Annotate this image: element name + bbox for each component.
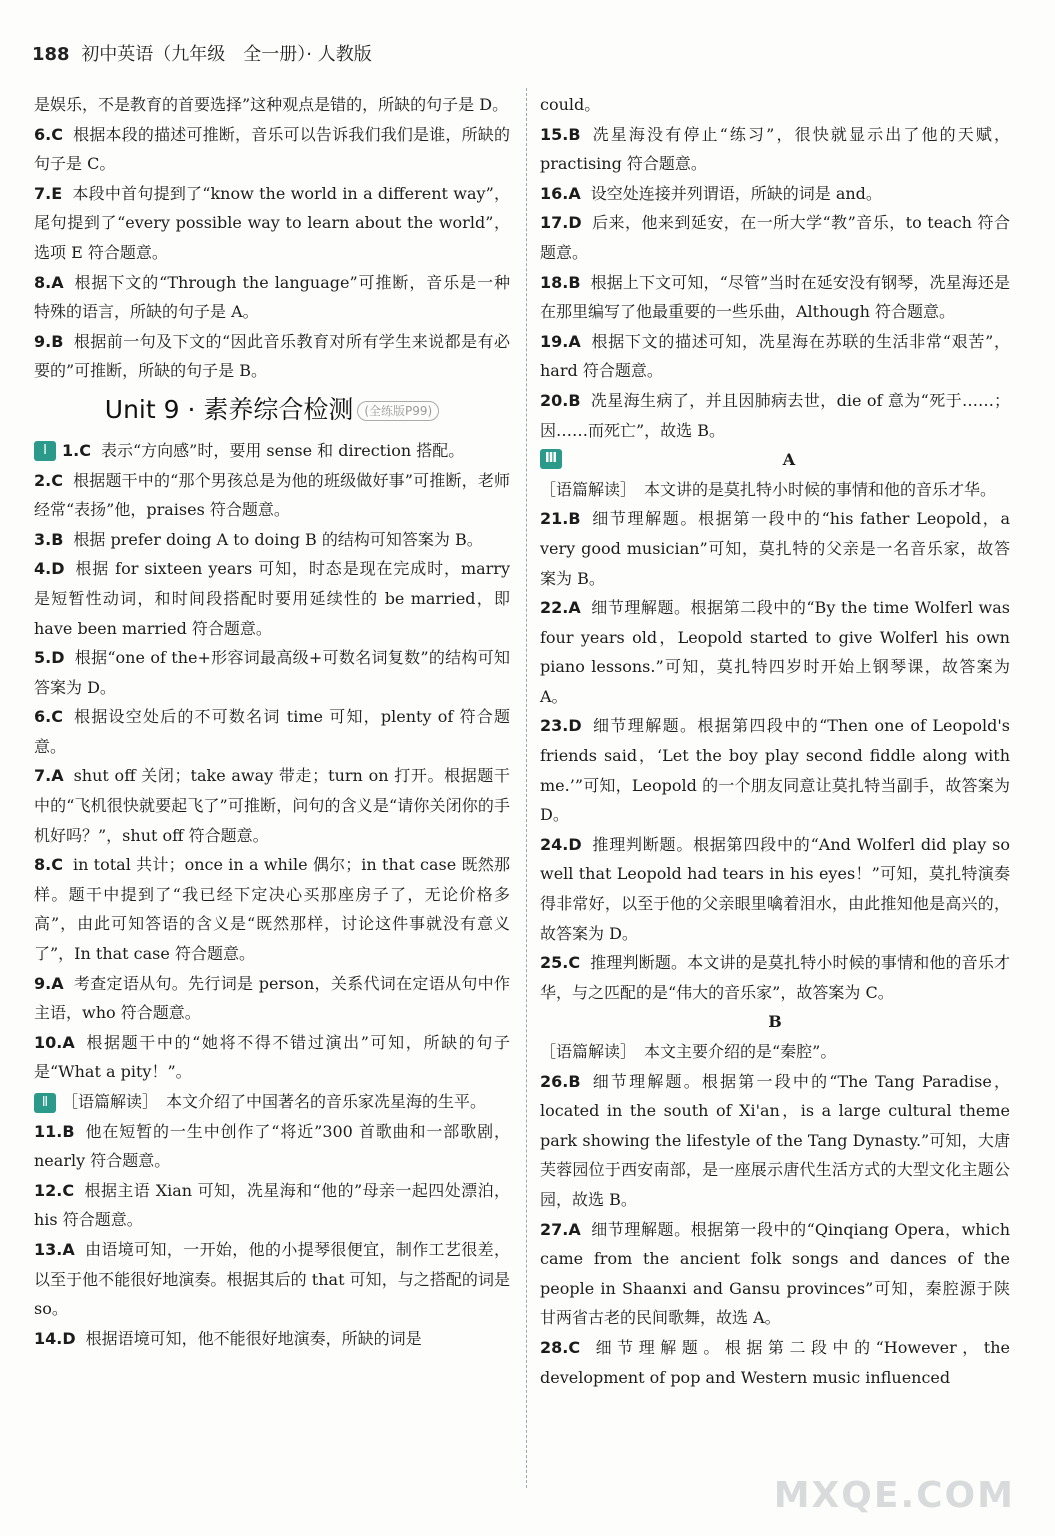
answer-number: 19.A: [540, 331, 581, 351]
answer-item: [540, 327, 1010, 386]
answer-text: 根据题干中的“她将不得不错过演出”可知，所缺的句子是“What a pity！”。: [34, 1032, 510, 1082]
page-number: 188: [32, 44, 70, 65]
answer-text: 后来，他来到延安，在一所大学“教”音乐，to teach 符合题意。: [540, 213, 1010, 262]
answer-item: [34, 1117, 510, 1176]
answer-item: [34, 643, 510, 702]
answer-text: 细节理解题。根据第一段中的“The Tang Paradise，located in the south of Xi'an，is a large cultural theme park showing the lifestyle of the Tang Dynasty.”可知，大唐芙蓉园位于西安南部，是一座展示唐代生活方式的大型文化主题公园，故选 B。: [540, 1071, 1010, 1209]
answer-number: 23.D: [540, 716, 582, 736]
answer-number: 16.A: [540, 183, 581, 203]
answer-item: [540, 268, 1010, 327]
unit-page-note: (全练版P99): [357, 401, 439, 421]
answer-item: [34, 969, 510, 1028]
left-column: [34, 90, 510, 1353]
answer-item: [540, 208, 1010, 267]
answer-number: 26.B: [540, 1071, 581, 1091]
answer-item: [540, 120, 1010, 179]
answer-number: 11.B: [34, 1121, 75, 1141]
answer-number: 13.A: [34, 1239, 75, 1259]
answer-text: 细节理解题。根据第二段中的“However，the development of pop and Western music influenced: [540, 1337, 1010, 1387]
section-a-label: A: [782, 450, 796, 470]
page-header: [32, 40, 372, 72]
answer-item: [540, 593, 1010, 711]
answer-text: 由语境可知，一开始，他的小提琴很便宜，制作工艺很差，以至于他不能很好地演奏。根据其后的 that 可知，与之搭配的词是 so。: [34, 1239, 510, 1319]
answer-number: 12.C: [34, 1180, 75, 1200]
section-badge-icon: Ⅰ: [34, 441, 56, 461]
answer-number: 17.D: [540, 213, 582, 233]
answer-text: 根据“one of the+形容词最高级+可数名词复数”的结构可知答案为 D。: [34, 648, 510, 697]
answer-text: ［语篇解读］ 本文讲的是莫扎特小时候的事情和他的音乐才华。: [540, 479, 997, 499]
answer-number: 2.C: [34, 470, 63, 490]
answer-text: 是娱乐，不是教育的首要选择”这种观点是错的，所缺的句子是 D。: [34, 95, 509, 114]
answer-number: 22.A: [540, 598, 581, 618]
answer-text: 根据题干中的“那个男孩总是为他的班级做好事”可推断，老师经常“表扬”他，praises 符合题意。: [34, 470, 510, 520]
answer-item: [34, 850, 510, 968]
answer-item: [34, 120, 510, 179]
answer-text: 细节理解题。根据第二段中的“By the time Wolferl was four years old，Leopold started to give Wolferl his own piano lessons.”可知，莫扎特四岁时开始上钢琴课，故答案为 A。: [540, 598, 1010, 706]
answer-text: 根据上下文可知，“尽管”当时在延安没有钢琴，冼星海还是在那里编写了他最重要的一些乐曲，Although 符合题意。: [540, 272, 1010, 322]
answer-item: [540, 1333, 1010, 1392]
answer-number: 9.A: [34, 973, 64, 993]
answer-text: 他在短暂的一生中创作了“将近”300 首歌曲和一部歌剧，nearly 符合题意。: [34, 1121, 510, 1171]
answer-item: [540, 711, 1010, 829]
answer-item: [34, 268, 510, 327]
answer-item: [34, 466, 510, 525]
answer-number: 20.B: [540, 390, 581, 410]
answer-text: 推理判断题。本文讲的是莫扎特小时候的事情和他的音乐才华，与之匹配的是“伟大的音乐家”，故答案为 C。: [540, 953, 1010, 1002]
answer-item: [540, 948, 1010, 1007]
answer-text: in total 共计；once in a while 偶尔；in that case 既然那样。题干中提到了“我已经下定决心买那座房子了，无论价格多高”，由此可知答语的含义是“既然那样，讨论这件事就没有意义了”，In that case 符合题意。: [34, 855, 510, 964]
answer-text: 根据下文的“Through the language”可推断，音乐是一种特殊的语言，所缺的句子是 A。: [34, 272, 510, 322]
answer-text: 冼星海生病了，并且因肺病去世，die of 意为“死于……；因……而死亡”，故选 B。: [540, 390, 1010, 440]
answer-text: 考查定语从句。先行词是 person，关系代词在定语从句中作主语，who 符合题意。: [34, 973, 510, 1023]
answer-number: 21.B: [540, 509, 581, 529]
answer-item: [34, 1324, 510, 1354]
section-b-heading: [540, 1007, 1010, 1037]
answer-text: 根据前一句及下文的“因此音乐教育对所有学生来说都是有必要的”可推断，所缺的句子是 B。: [34, 331, 510, 381]
answer-item: [540, 830, 1010, 948]
answer-number: 7.A: [34, 766, 64, 786]
unit-heading: [34, 390, 510, 430]
answer-number: 25.C: [540, 953, 581, 973]
answer-item: [34, 436, 510, 466]
answer-item: [34, 1087, 510, 1117]
section-badge-icon: Ⅱ: [34, 1093, 56, 1113]
answer-number: 27.A: [540, 1219, 581, 1239]
answer-item: [540, 90, 1010, 120]
right-column: [540, 90, 1010, 1392]
answer-number: 6.C: [34, 707, 63, 727]
answer-number: 9.B: [34, 331, 64, 351]
answer-item: [540, 179, 1010, 209]
unit-title-text: Unit 9 · 素养综合检测: [104, 394, 354, 424]
answer-text: 设空处连接并列谓语，所缺的词是 and。: [590, 183, 882, 203]
answer-item: [34, 554, 510, 643]
answer-item: [34, 179, 510, 268]
book-title: 初中英语（九年级 全一册）· 人教版: [81, 44, 372, 65]
answer-number: 5.D: [34, 648, 65, 668]
answer-text: 细节理解题。根据第四段中的“Then one of Leopold's friends said，‘Let the boy play second fiddle along with me.’”可知，Leopold 的一个朋友同意让莫扎特当副手，故答案为 D。: [540, 716, 1010, 825]
answer-item: [34, 1176, 510, 1235]
answer-number: 14.D: [34, 1328, 76, 1348]
answer-item: [34, 327, 510, 386]
answer-item: [34, 90, 510, 120]
answer-text: 推理判断题。根据第四段中的“And Wolferl did play so well that Leopold had tears in his eyes！”可知，莫扎特演奏得非常好，以至于他的父亲眼里噙着泪水，由此推知他是高兴的，故答案为 D。: [540, 834, 1010, 943]
answer-text: shut off 关闭；take away 带走；turn on 打开。根据题干中的“飞机很快就要起飞了”可推断，问句的含义是“请你关闭你的手机好吗？”，shut off 符合题意。: [34, 766, 510, 845]
answer-item: [540, 386, 1010, 445]
answer-number: 24.D: [540, 834, 582, 854]
section-a-heading: [540, 445, 1010, 475]
answer-text: 根据 prefer doing A to doing B 的结构可知答案为 B。: [73, 529, 483, 549]
answer-number: 8.C: [34, 855, 63, 875]
answer-text: 细节理解题。根据第一段中的“his father Leopold，a very good musician”可知，莫扎特的父亲是一名音乐家，故答案为 B。: [540, 509, 1010, 588]
answer-number: 6.C: [34, 124, 63, 144]
answer-number: 3.B: [34, 529, 64, 549]
answer-text: 根据下文的描述可知，冼星海在苏联的生活非常“艰苦”，hard 符合题意。: [540, 331, 1010, 381]
answer-text: could。: [540, 95, 601, 114]
answer-item: [34, 761, 510, 850]
answer-item: [540, 504, 1010, 593]
answer-text: 根据设空处后的不可数名词 time 可知，plenty of 符合题意。: [34, 707, 510, 756]
answer-item: [540, 1037, 1010, 1067]
answer-text: 本段中首句提到了“know the world in a different way”，尾句提到了“every possible way to learn about the world”，选项 E 符合题意。: [34, 183, 510, 262]
answer-number: 4.D: [34, 559, 65, 579]
answer-item: [540, 1215, 1010, 1333]
answer-text: 细节理解题。根据第一段中的“Qinqiang Opera，which came from the ancient folk songs and dances of the people in Shaanxi and Gansu provinces”可知，秦腔源于陕甘两省古老的民间歌舞，故选 A。: [540, 1219, 1010, 1328]
answer-text: 根据本段的描述可推断，音乐可以告诉我们我们是谁，所缺的句子是 C。: [34, 124, 510, 174]
answer-number: 10.A: [34, 1032, 75, 1052]
answer-text: ［语篇解读］ 本文主要介绍的是“秦腔”。: [540, 1042, 837, 1061]
answer-text: 根据主语 Xian 可知，冼星海和“他的”母亲一起四处漂泊，his 符合题意。: [34, 1180, 510, 1230]
answer-item: [34, 1028, 510, 1087]
answer-item: [34, 1235, 510, 1324]
answer-number: 1.C: [62, 440, 91, 460]
answer-item: [540, 1067, 1010, 1215]
section-badge-icon: Ⅲ: [540, 449, 562, 469]
answer-item: [540, 475, 1010, 505]
answer-number: 18.B: [540, 272, 581, 292]
answer-number: 8.A: [34, 272, 64, 292]
answer-text: 表示“方向感”时，要用 sense 和 direction 搭配。: [100, 440, 465, 460]
column-divider: [526, 88, 527, 1488]
answer-number: 7.E: [34, 183, 63, 203]
answer-text: 根据语境可知，他不能很好地演奏，所缺的词是: [85, 1328, 422, 1348]
answer-text: 冼星海没有停止“练习”，很快就显示出了他的天赋，practising 符合题意。: [540, 124, 1010, 174]
answer-item: [34, 525, 510, 555]
answer-number: 15.B: [540, 124, 581, 144]
watermark: MXQE.COM: [773, 1475, 1015, 1516]
answer-text: ［语篇解读］ 本文介绍了中国著名的音乐家冼星海的生平。: [62, 1092, 487, 1111]
section-b-label: B: [768, 1012, 782, 1032]
answer-number: 28.C: [540, 1337, 581, 1357]
answer-text: 根据 for sixteen years 可知，时态是现在完成时，marry 是短暂性动词，和时间段搭配时要用延续性的 be married，即 have been married 符合题意。: [34, 559, 510, 638]
answer-item: [34, 702, 510, 761]
